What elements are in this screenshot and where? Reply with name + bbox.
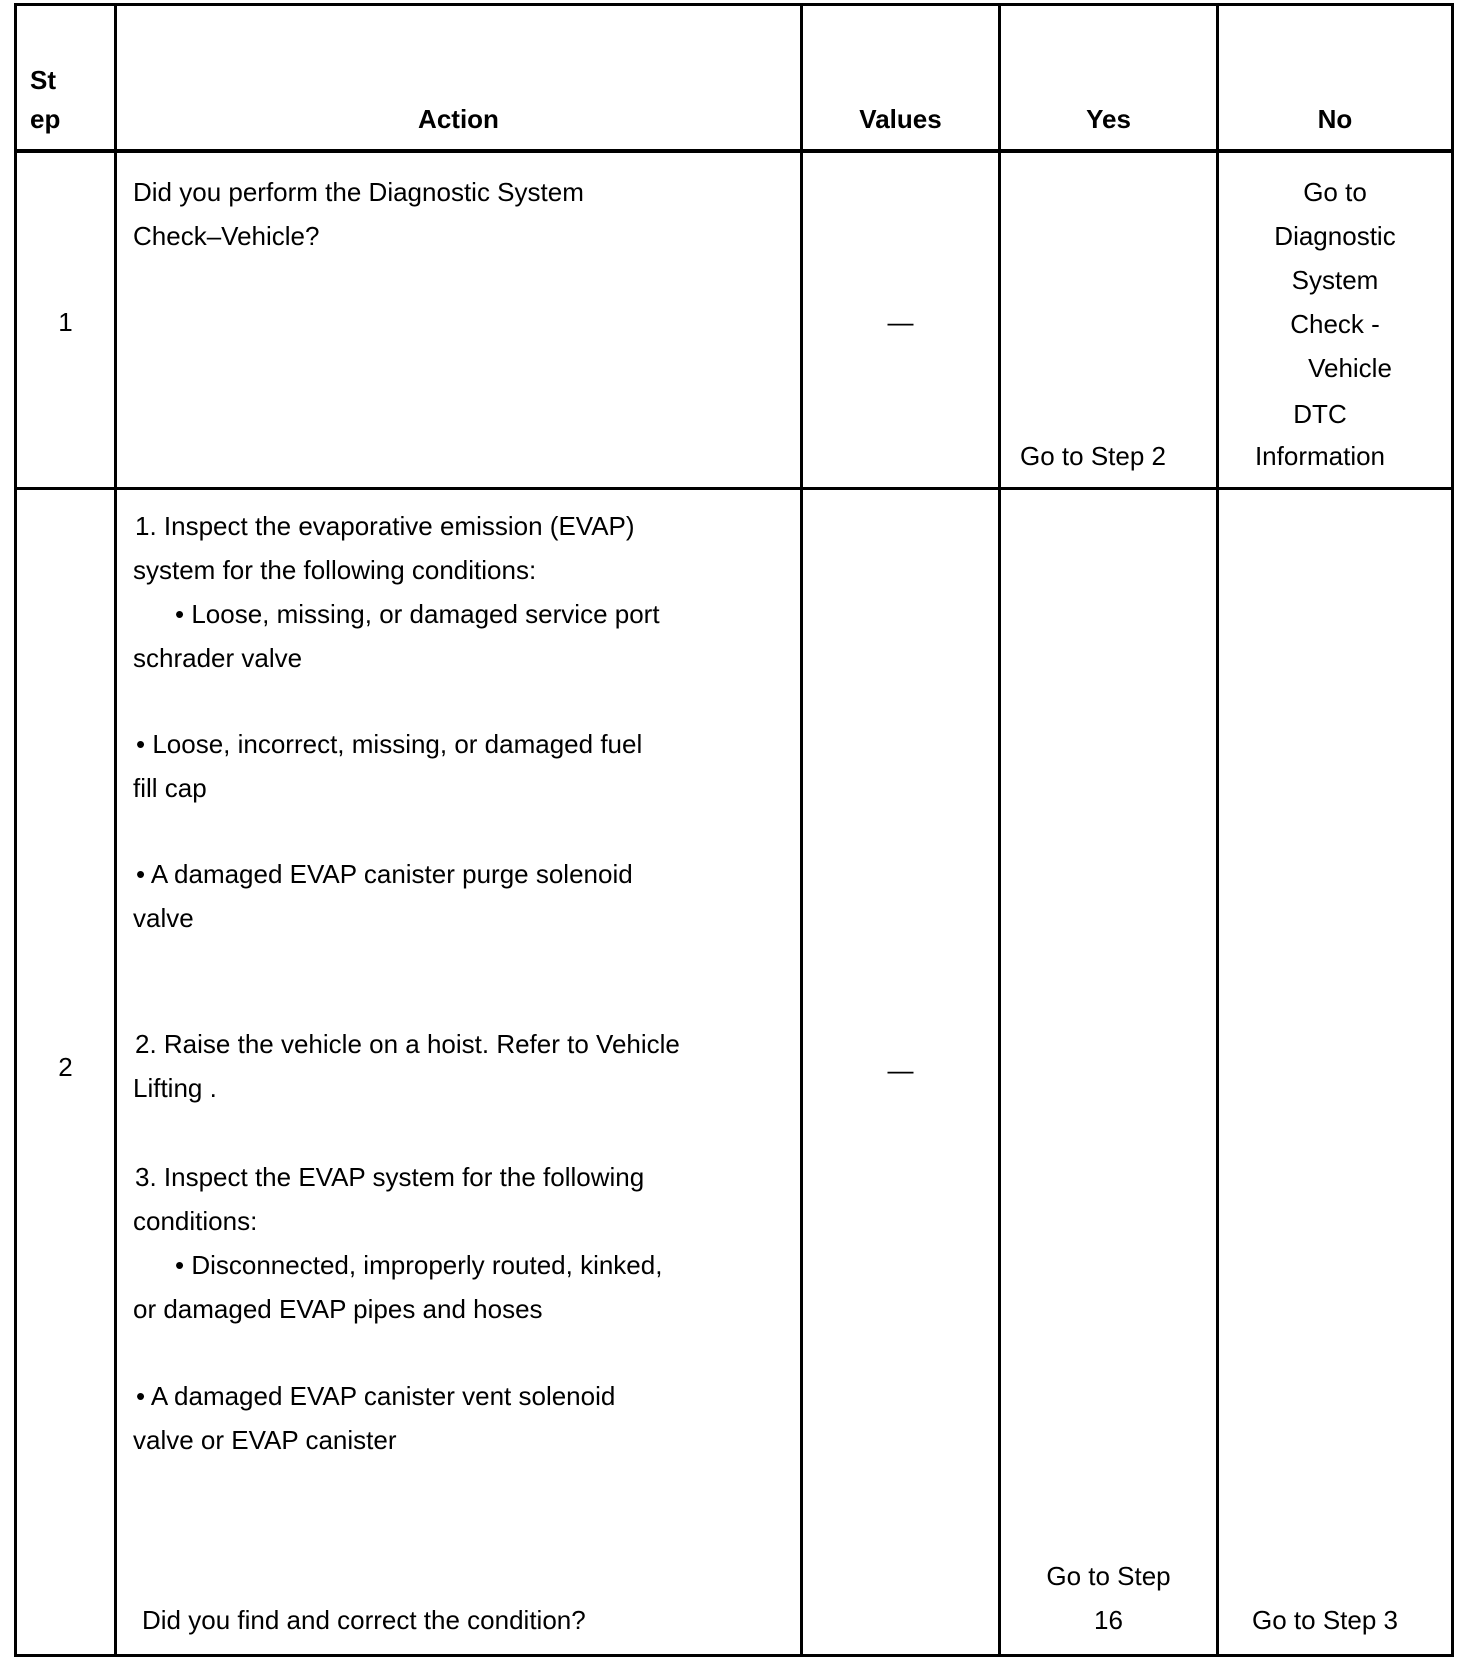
row1-no-line: System xyxy=(1291,265,1379,295)
row2-action-question: Did you find and correct the condition? xyxy=(142,1605,586,1635)
header-values: Values xyxy=(859,104,942,134)
header-yes: Yes xyxy=(1086,104,1131,134)
row2-action-bullet3-line: valve xyxy=(133,903,194,933)
diagnostic-table xyxy=(14,3,1454,1657)
table-border-right xyxy=(1451,3,1454,1657)
row1-no-line: Information xyxy=(1254,441,1386,471)
row1-step: 1 xyxy=(58,307,73,337)
row2-value: — xyxy=(887,1055,914,1085)
row2-action-item2-line: Lifting . xyxy=(133,1073,217,1103)
row1-action-line: Check–Vehicle? xyxy=(133,221,320,251)
row1-no-line: Vehicle xyxy=(1308,353,1392,383)
row1-yes: Go to Step 2 xyxy=(1020,441,1166,471)
row2-step: 2 xyxy=(58,1052,73,1082)
row2-action-bullet4-line: or damaged EVAP pipes and hoses xyxy=(133,1294,543,1324)
row2-action-bullet1-line: • Loose, missing, or damaged service port xyxy=(175,599,660,629)
row1-action-line: Did you perform the Diagnostic System xyxy=(133,177,584,207)
row2-action-item3-line: conditions: xyxy=(133,1206,258,1236)
header-step-line1: St xyxy=(30,65,56,95)
table-border-top xyxy=(14,3,1454,6)
column-divider-action xyxy=(800,3,803,1657)
row2-action-bullet2-line: fill cap xyxy=(133,773,207,803)
row2-no: Go to Step 3 xyxy=(1252,1605,1398,1635)
row2-action-bullet5-line: • A damaged EVAP canister vent solenoid xyxy=(136,1381,616,1411)
table-border-left xyxy=(14,3,17,1657)
column-divider-values xyxy=(998,3,1001,1657)
header-action: Action xyxy=(418,104,499,134)
row1-no-line: Diagnostic xyxy=(1274,221,1396,251)
row2-action-bullet3-line: • A damaged EVAP canister purge solenoid xyxy=(136,859,633,889)
row2-action-bullet1-line: schrader valve xyxy=(133,643,303,673)
header-divider xyxy=(14,149,1454,153)
column-divider-step xyxy=(114,3,117,1657)
row1-no-line: DTC xyxy=(1293,399,1347,429)
row2-action-bullet4-line: • Disconnected, improperly routed, kinked, xyxy=(175,1250,663,1280)
row1-no-line: Check - xyxy=(1290,309,1380,339)
row2-action-item1-line: 1. Inspect the evaporative emission (EVAP) xyxy=(135,511,635,541)
row1-no-line: Go to xyxy=(1303,177,1367,207)
row2-action-bullet2-line: • Loose, incorrect, missing, or damaged fuel xyxy=(136,729,643,759)
row2-action-bullet5-line: valve or EVAP canister xyxy=(133,1425,397,1455)
row2-action-item1-line: system for the following conditions: xyxy=(133,555,537,585)
row1-value: — xyxy=(887,307,914,337)
header-no: No xyxy=(1317,104,1353,134)
row2-yes-line: Go to Step xyxy=(1046,1561,1171,1591)
row-divider xyxy=(14,487,1454,490)
header-step-line2: ep xyxy=(30,104,61,134)
row2-yes-line: 16 xyxy=(1094,1605,1123,1635)
table-border-bottom xyxy=(14,1654,1454,1657)
row2-action-item2-line: 2. Raise the vehicle on a hoist. Refer to Vehicle xyxy=(135,1029,680,1059)
row2-action-item3-line: 3. Inspect the EVAP system for the following xyxy=(135,1162,645,1192)
